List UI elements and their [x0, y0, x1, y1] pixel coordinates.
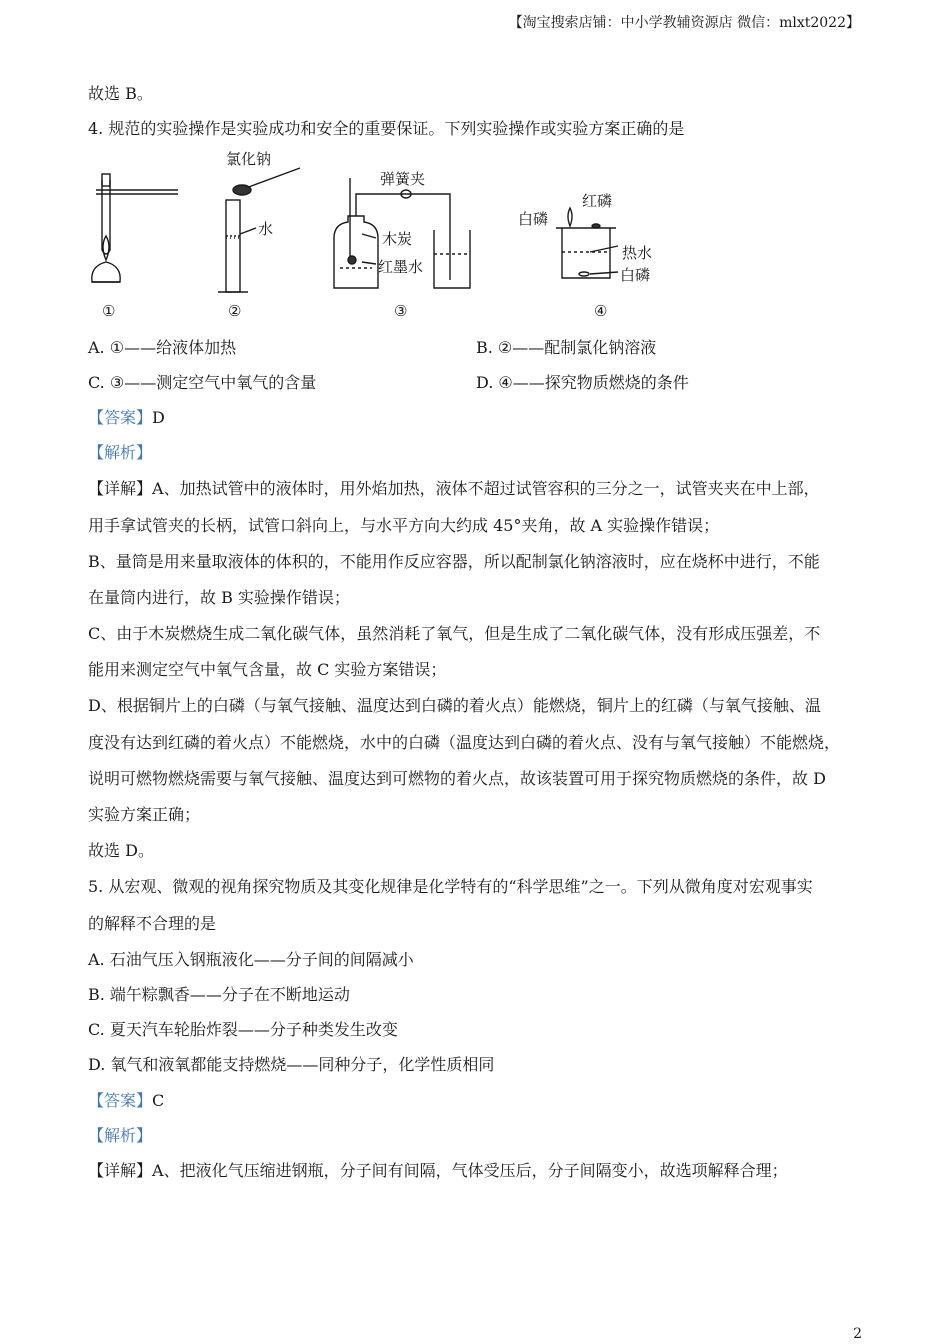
- detail-line: 能用来测定空气中氧气含量，故 C 实验方案错误；: [88, 660, 447, 679]
- label-water: 水: [258, 220, 274, 238]
- detail-line: D、根据铜片上的白磷（与氧气接触、温度达到白磷的着火点）能燃烧，铜片上的红磷（与氧气接触、温: [88, 696, 821, 715]
- detail-line: 在量筒内进行，故 B 实验操作错误；: [88, 588, 350, 607]
- answer-line: [88, 1088, 164, 1111]
- detail-line: 实验方案正确；: [88, 805, 201, 824]
- analysis-tag: 【解析】: [88, 1126, 153, 1145]
- detail-line: 用手拿试管夹的长柄，试管口斜向上，与水平方向大约成 45°夹角，故 A 实验操作错误；: [88, 516, 720, 535]
- label-white-phosphorus-top: 白磷: [518, 210, 549, 228]
- question-5: 5. 从宏观、微观的视角探究物质及其变化规律是化学特有的“科学思维”之一。下列从微角度对宏观事实: [88, 877, 813, 896]
- text-line: 故选 D。: [88, 841, 154, 860]
- label-nacl: 氯化钠: [226, 150, 272, 168]
- answer-value: C: [152, 1091, 165, 1110]
- experiment-figure: [86, 150, 706, 330]
- gas-bottle: [334, 216, 378, 288]
- detail-tag: 【详解】: [88, 479, 153, 498]
- text-line: 故选 B。: [88, 84, 153, 103]
- option-b: B. 端午粽飘香——分子在不断地运动: [88, 985, 350, 1004]
- flame-1: [103, 236, 109, 260]
- label-red-ink: 红墨水: [378, 258, 424, 276]
- option-a: A. ①——给液体加热: [88, 338, 237, 357]
- question-4: 4. 规范的实验操作是实验成功和安全的重要保证。下列实验操作或实验方案正确的是: [88, 119, 685, 138]
- option-d: D. ④——探究物质燃烧的条件: [476, 373, 689, 392]
- page-header: 【淘宝搜索店铺：中小学教辅资源店 微信：mlxt2022】: [508, 15, 860, 31]
- spoon: [246, 168, 300, 188]
- figure-num-3: ③: [394, 302, 408, 320]
- detail-line: C、由于木炭燃烧生成二氧化碳气体，虽然消耗了氧气，但是生成了二氧化碳气体，没有形成压强差，不: [88, 624, 821, 643]
- figure-num-4: ④: [594, 302, 608, 320]
- detail-tag: 【详解】: [88, 1161, 153, 1180]
- apparatus-diagram: [86, 150, 706, 330]
- detail-line: 说明可燃物燃烧需要与氧气接触、温度达到可燃物的着火点，故该装置可用于探究物质燃烧的条件，故 D: [88, 769, 826, 788]
- detail-line: B、量筒是用来量取液体的体积的，不能用作反应容器，所以配制氯化钠溶液时，应在烧杯中进行，不能: [88, 552, 820, 571]
- detail-line: [88, 1158, 788, 1181]
- detail-line: 度没有达到红磷的着火点）不能燃烧，水中的白磷（温度达到白磷的着火点、没有与氧气接触）不能燃烧，: [88, 733, 841, 752]
- detail-line: [88, 476, 820, 499]
- beaker: [434, 230, 470, 288]
- detail-text: A、加热试管中的液体时，用外焰加热，液体不超过试管容积的三分之一，试管夹夹在中上部，: [152, 479, 820, 498]
- option-b: B. ②——配制氯化钠溶液: [476, 338, 657, 357]
- label-spring-clip: 弹簧夹: [380, 170, 426, 188]
- figure-num-2: ②: [228, 302, 242, 320]
- label-red-phosphorus: 红磷: [582, 192, 613, 210]
- option-d: D. 氧气和液氧都能支持燃烧——同种分子，化学性质相同: [88, 1055, 495, 1074]
- charcoal: [348, 256, 356, 264]
- answer-tag: 【答案】: [88, 1091, 153, 1110]
- label-white-phosphorus-bottom: 白磷: [620, 266, 651, 284]
- option-c: C. ③——测定空气中氧气的含量: [88, 373, 317, 392]
- graduated-cylinder: [226, 200, 240, 292]
- label-hot-water: 热水: [622, 244, 653, 262]
- beaker-hot-water: [562, 228, 610, 278]
- alcohol-lamp: [92, 262, 120, 282]
- answer-value: D: [152, 408, 165, 427]
- label-charcoal: 木炭: [382, 230, 413, 248]
- option-c: C. 夏天汽车轮胎炸裂——分子种类发生改变: [88, 1020, 398, 1039]
- detail-text: A、把液化气压缩进钢瓶，分子间有间隔，气体受压后，分子间隔变小，故选项解释合理；: [152, 1161, 788, 1180]
- figure-num-1: ①: [102, 302, 116, 320]
- page-number: 2: [853, 1326, 862, 1342]
- analysis-tag: 【解析】: [88, 443, 153, 462]
- answer-line: [88, 405, 165, 428]
- answer-tag: 【答案】: [88, 408, 153, 427]
- flame-4: [568, 208, 572, 226]
- option-a: A. 石油气压入钢瓶液化——分子间的间隔减小: [88, 950, 414, 969]
- question-5-cont: 的解释不合理的是: [88, 914, 217, 933]
